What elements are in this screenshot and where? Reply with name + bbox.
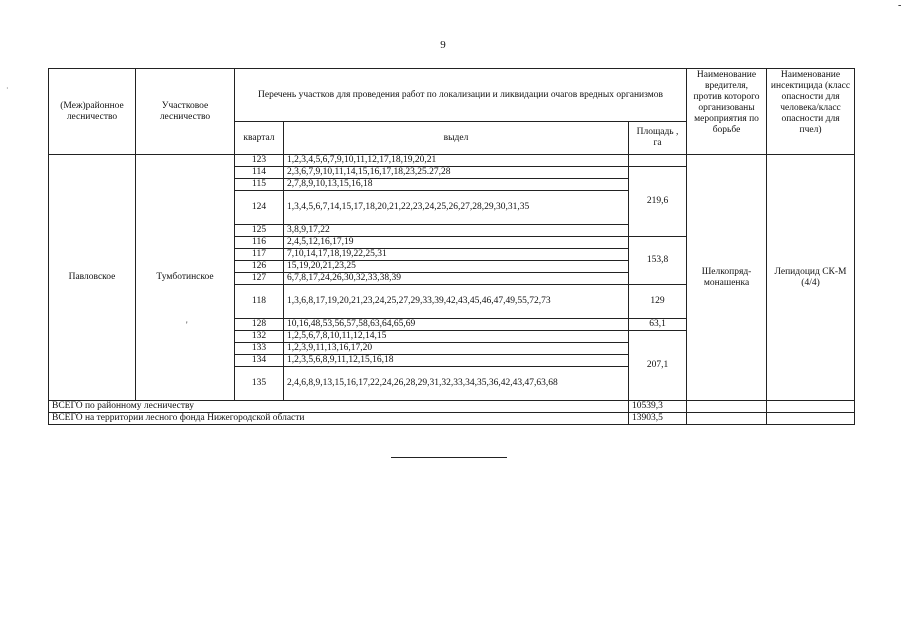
total-region-value: 13903,5: [629, 413, 687, 425]
pest-treatment-table: [48, 68, 855, 425]
allotment-cell: 2,7,8,9,10,13,15,16,18: [284, 179, 629, 191]
total-district-empty: [687, 401, 767, 413]
allotment-cell: 2,3,6,7,9,10,11,14,15,16,17,18,23,25.27,28: [284, 167, 629, 179]
allotment-cell: 1,3,6,8,17,19,20,21,23,24,25,27,29,33,39,42,43,45,46,47,49,55,72,73: [284, 285, 629, 319]
header-allotment: выдел: [284, 122, 629, 155]
allotment-cell: 7,10,14,17,18,19,22,25,31: [284, 249, 629, 261]
area-cell-empty: [629, 155, 687, 167]
header-district: (Меж)районное лесничество: [49, 69, 136, 155]
total-region-empty: [767, 413, 855, 425]
header-subdistrict: Участковое лесничество: [136, 69, 235, 155]
quarter-cell: 123: [235, 155, 284, 167]
page-number: 9: [440, 39, 446, 51]
header-quarter: квартал: [235, 122, 284, 155]
quarter-cell: 133: [235, 343, 284, 355]
total-district-empty: [767, 401, 855, 413]
quarter-cell: 118: [235, 285, 284, 319]
header-pest: Наименование вредителя, против которого организованы мероприятия по борьбе: [687, 69, 767, 155]
quarter-cell: 135: [235, 367, 284, 401]
header-area: Площадь , га: [629, 122, 687, 155]
total-district-value: 10539,3: [629, 401, 687, 413]
allotment-cell: 1,2,3,4,5,6,7,9,10,11,12,17,18,19,20,21: [284, 155, 629, 167]
quarter-cell: 117: [235, 249, 284, 261]
quarter-cell: 114: [235, 167, 284, 179]
allotment-cell: 2,4,6,8,9,13,15,16,17,22,24,26,28,29,31,32,33,34,35,36,42,43,47,63,68: [284, 367, 629, 401]
allotment-cell: 1,2,3,5,6,8,9,11,12,15,16,18: [284, 355, 629, 367]
header-insecticide: Наименование инсектицида (класс опасности для человека/класс опасности для пчел): [767, 69, 855, 155]
quarter-cell: 124: [235, 191, 284, 225]
total-region-empty: [687, 413, 767, 425]
allotment-cell: 1,2,5,6,7,8,10,11,12,14,15: [284, 331, 629, 343]
allotment-cell: 1,3,4,5,6,7,14,15,17,18,20,21,22,23,24,25,26,27,28,29,30,31,35: [284, 191, 629, 225]
allotment-cell: 3,8,9,17,22: [284, 225, 629, 237]
quarter-cell: 132: [235, 331, 284, 343]
table-row: [49, 155, 855, 167]
area-cell: 219,6: [629, 167, 687, 237]
insecticide-cell: Лепидоцид СК-М (4/4): [767, 155, 855, 401]
bottom-rule: [391, 457, 507, 458]
allotment-cell: 15,19,20,21,23,25: [284, 261, 629, 273]
allotment-cell: 1,2,3,9,11,13,16,17,20: [284, 343, 629, 355]
total-region-label: ВСЕГО на территории лесного фонда Нижегородской области: [49, 413, 629, 425]
margin-dot: ·: [6, 84, 9, 93]
quarter-cell: 128: [235, 319, 284, 331]
quarter-cell: 126: [235, 261, 284, 273]
subdistrict-cell: Тумботинское: [136, 155, 235, 401]
allotment-cell: 10,16,48,53,56,57,58,63,64,65,69: [284, 319, 629, 331]
corner-mark: -: [898, 0, 902, 11]
header-row-1: [49, 69, 855, 122]
quarter-cell: 125: [235, 225, 284, 237]
total-district-label: ВСЕГО по районному лесничеству: [49, 401, 629, 413]
quarter-cell: 116: [235, 237, 284, 249]
stray-mark: ': [186, 320, 188, 330]
district-cell: Павловское: [49, 155, 136, 401]
area-cell: 207,1: [629, 331, 687, 401]
quarter-cell: 134: [235, 355, 284, 367]
total-row-district: [49, 401, 855, 413]
pest-cell: Шелкопряд-монашенка: [687, 155, 767, 401]
total-row-region: [49, 413, 855, 425]
area-cell: 63,1: [629, 319, 687, 331]
allotment-cell: 2,4,5,12,16,17,19: [284, 237, 629, 249]
quarter-cell: 127: [235, 273, 284, 285]
area-cell: 153,8: [629, 237, 687, 285]
quarter-cell: 115: [235, 179, 284, 191]
area-cell: 129: [629, 285, 687, 319]
header-plot-list: Перечень участков для проведения работ по локализации и ликвидации очагов вредных организмов: [235, 69, 687, 122]
allotment-cell: 6,7,8,17,24,26,30,32,33,38,39: [284, 273, 629, 285]
